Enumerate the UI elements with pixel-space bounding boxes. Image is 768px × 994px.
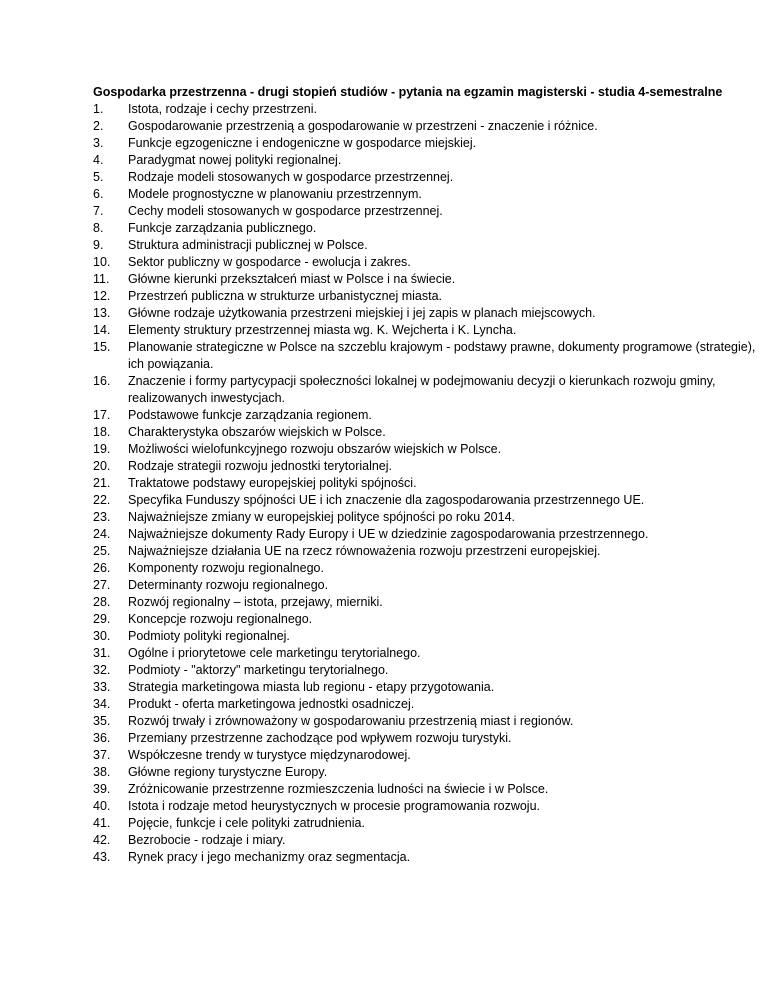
- question-number: 31.: [93, 646, 111, 660]
- question-text: Cechy modeli stosowanych w gospodarce przestrzennej.: [128, 204, 443, 218]
- question-list: [93, 101, 768, 866]
- question-number: 34.: [93, 697, 111, 711]
- question-text: Istota i rodzaje metod heurystycznych w procesie programowania rozwoju.: [128, 799, 540, 813]
- question-item: [93, 577, 768, 594]
- question-number: 10.: [93, 255, 111, 269]
- question-item: [93, 764, 768, 781]
- question-text: Istota, rodzaje i cechy przestrzeni.: [128, 102, 317, 116]
- question-number: 15.: [93, 340, 111, 354]
- question-number: 1.: [93, 102, 104, 116]
- question-number: 20.: [93, 459, 111, 473]
- question-text: Rodzaje modeli stosowanych w gospodarce przestrzennej.: [128, 170, 454, 184]
- question-text: Współczesne trendy w turystyce międzynarodowej.: [128, 748, 411, 762]
- question-number: 32.: [93, 663, 111, 677]
- question-item: [93, 152, 768, 169]
- question-text: Zróżnicowanie przestrzenne rozmieszczenia ludności na świecie i w Polsce.: [128, 782, 549, 796]
- question-number: 43.: [93, 850, 111, 864]
- question-number: 28.: [93, 595, 111, 609]
- question-text: Przemiany przestrzenne zachodzące pod wpływem rozwoju turystyki.: [128, 731, 512, 745]
- question-number: 36.: [93, 731, 111, 745]
- question-number: 7.: [93, 204, 104, 218]
- question-text: Bezrobocie - rodzaje i miary.: [128, 833, 286, 847]
- question-number: 38.: [93, 765, 111, 779]
- question-item: [93, 424, 768, 441]
- question-item: [93, 101, 768, 118]
- question-number: 29.: [93, 612, 111, 626]
- question-text: Główne kierunki przekształceń miast w Polsce i na świecie.: [128, 272, 456, 286]
- question-item: [93, 747, 768, 764]
- question-item: [93, 781, 768, 798]
- question-item: [93, 441, 768, 458]
- question-number: 39.: [93, 782, 111, 796]
- question-item: [93, 611, 768, 628]
- question-text: Najważniejsze działania UE na rzecz równoważenia rozwoju przestrzeni europejskiej.: [128, 544, 601, 558]
- question-number: 40.: [93, 799, 111, 813]
- question-text: Traktatowe podstawy europejskiej polityki spójności.: [128, 476, 417, 490]
- question-number: 14.: [93, 323, 111, 337]
- question-number: 17.: [93, 408, 111, 422]
- question-item: [93, 475, 768, 492]
- question-number: 18.: [93, 425, 111, 439]
- question-number: 35.: [93, 714, 111, 728]
- question-item: [93, 849, 768, 866]
- question-number: 11.: [93, 272, 110, 286]
- question-text: Rozwój regionalny – istota, przejawy, mierniki.: [128, 595, 383, 609]
- question-item: [93, 662, 768, 679]
- question-text: Strategia marketingowa miasta lub regionu - etapy przygotowania.: [128, 680, 495, 694]
- question-number: 4.: [93, 153, 104, 167]
- question-text: Determinanty rozwoju regionalnego.: [128, 578, 329, 592]
- question-number: 41.: [93, 816, 111, 830]
- question-text: Podstawowe funkcje zarządzania regionem.: [128, 408, 372, 422]
- question-text: Pojęcie, funkcje i cele polityki zatrudnienia.: [128, 816, 365, 830]
- question-number: 3.: [93, 136, 104, 150]
- question-item: [93, 526, 768, 543]
- question-item: [93, 220, 768, 237]
- question-item: [93, 628, 768, 645]
- question-text: Sektor publiczny w gospodarce - ewolucja i zakres.: [128, 255, 411, 269]
- question-text: Główne rodzaje użytkowania przestrzeni miejskiej i jej zapis w planach miejscowych.: [128, 306, 596, 320]
- question-number: 26.: [93, 561, 111, 575]
- question-number: 16.: [93, 374, 111, 388]
- question-item: [93, 322, 768, 339]
- question-text: Rozwój trwały i zrównoważony w gospodarowaniu przestrzenią miast i regionów.: [128, 714, 574, 728]
- question-number: 25.: [93, 544, 111, 558]
- question-number: 37.: [93, 748, 111, 762]
- question-text: Znaczenie i formy partycypacji społeczności lokalnej w podejmowaniu decyzji o kierunkach rozwoju gminy, realizowanych inwestycjach.: [128, 374, 716, 405]
- question-text: Planowanie strategiczne w Polsce na szczeblu krajowym - podstawy prawne, dokumenty programowe (strategie), ich powiązania.: [128, 340, 756, 371]
- question-item: [93, 373, 768, 407]
- question-item: [93, 305, 768, 322]
- document-title: Gospodarka przestrzenna - drugi stopień studiów - pytania na egzamin magisterski - studia 4-semestralne: [93, 85, 723, 99]
- question-text: Ogólne i priorytetowe cele marketingu terytorialnego.: [128, 646, 421, 660]
- document-page: [93, 84, 768, 866]
- question-text: Modele prognostyczne w planowaniu przestrzennym.: [128, 187, 422, 201]
- question-number: 33.: [93, 680, 111, 694]
- question-number: 42.: [93, 833, 111, 847]
- question-number: 19.: [93, 442, 111, 456]
- question-item: [93, 118, 768, 135]
- question-item: [93, 713, 768, 730]
- question-number: 21.: [93, 476, 111, 490]
- question-text: Rynek pracy i jego mechanizmy oraz segmentacja.: [128, 850, 411, 864]
- question-item: [93, 696, 768, 713]
- question-text: Komponenty rozwoju regionalnego.: [128, 561, 324, 575]
- question-text: Gospodarowanie przestrzenią a gospodarowanie w przestrzeni - znaczenie i różnice.: [128, 119, 598, 133]
- question-text: Najważniejsze zmiany w europejskiej polityce spójności po roku 2014.: [128, 510, 515, 524]
- question-number: 13.: [93, 306, 111, 320]
- question-item: [93, 458, 768, 475]
- question-number: 30.: [93, 629, 111, 643]
- question-text: Specyfika Funduszy spójności UE i ich znaczenie dla zagospodarowania przestrzennego UE.: [128, 493, 645, 507]
- question-item: [93, 492, 768, 509]
- question-number: 27.: [93, 578, 111, 592]
- question-number: 9.: [93, 238, 104, 252]
- question-number: 2.: [93, 119, 104, 133]
- question-item: [93, 237, 768, 254]
- question-text: Funkcje egzogeniczne i endogeniczne w gospodarce miejskiej.: [128, 136, 477, 150]
- question-item: [93, 594, 768, 611]
- question-text: Główne regiony turystyczne Europy.: [128, 765, 328, 779]
- question-text: Charakterystyka obszarów wiejskich w Polsce.: [128, 425, 386, 439]
- question-text: Funkcje zarządzania publicznego.: [128, 221, 317, 235]
- question-number: 6.: [93, 187, 104, 201]
- question-item: [93, 339, 768, 373]
- question-item: [93, 645, 768, 662]
- question-item: [93, 560, 768, 577]
- question-item: [93, 509, 768, 526]
- question-text: Najważniejsze dokumenty Rady Europy i UE w dziedzinie zagospodarowania przestrzennego.: [128, 527, 649, 541]
- question-item: [93, 543, 768, 560]
- question-item: [93, 407, 768, 424]
- question-number: 22.: [93, 493, 111, 507]
- question-item: [93, 679, 768, 696]
- question-item: [93, 798, 768, 815]
- question-text: Podmioty - "aktorzy" marketingu terytorialnego.: [128, 663, 389, 677]
- question-item: [93, 169, 768, 186]
- question-text: Produkt - oferta marketingowa jednostki osadniczej.: [128, 697, 415, 711]
- question-text: Przestrzeń publiczna w strukturze urbanistycznej miasta.: [128, 289, 443, 303]
- question-item: [93, 271, 768, 288]
- question-number: 12.: [93, 289, 111, 303]
- question-item: [93, 203, 768, 220]
- question-text: Podmioty polityki regionalnej.: [128, 629, 290, 643]
- question-item: [93, 135, 768, 152]
- question-item: [93, 186, 768, 203]
- question-item: [93, 288, 768, 305]
- question-number: 23.: [93, 510, 111, 524]
- question-number: 24.: [93, 527, 111, 541]
- question-text: Koncepcje rozwoju regionalnego.: [128, 612, 313, 626]
- question-number: 8.: [93, 221, 104, 235]
- question-item: [93, 730, 768, 747]
- question-text: Możliwości wielofunkcyjnego rozwoju obszarów wiejskich w Polsce.: [128, 442, 502, 456]
- question-number: 5.: [93, 170, 104, 184]
- question-text: Paradygmat nowej polityki regionalnej.: [128, 153, 342, 167]
- question-item: [93, 815, 768, 832]
- question-text: Struktura administracji publicznej w Polsce.: [128, 238, 368, 252]
- question-item: [93, 832, 768, 849]
- question-item: [93, 254, 768, 271]
- question-text: Rodzaje strategii rozwoju jednostki terytorialnej.: [128, 459, 393, 473]
- question-text: Elementy struktury przestrzennej miasta wg. K. Wejcherta i K. Lyncha.: [128, 323, 517, 337]
